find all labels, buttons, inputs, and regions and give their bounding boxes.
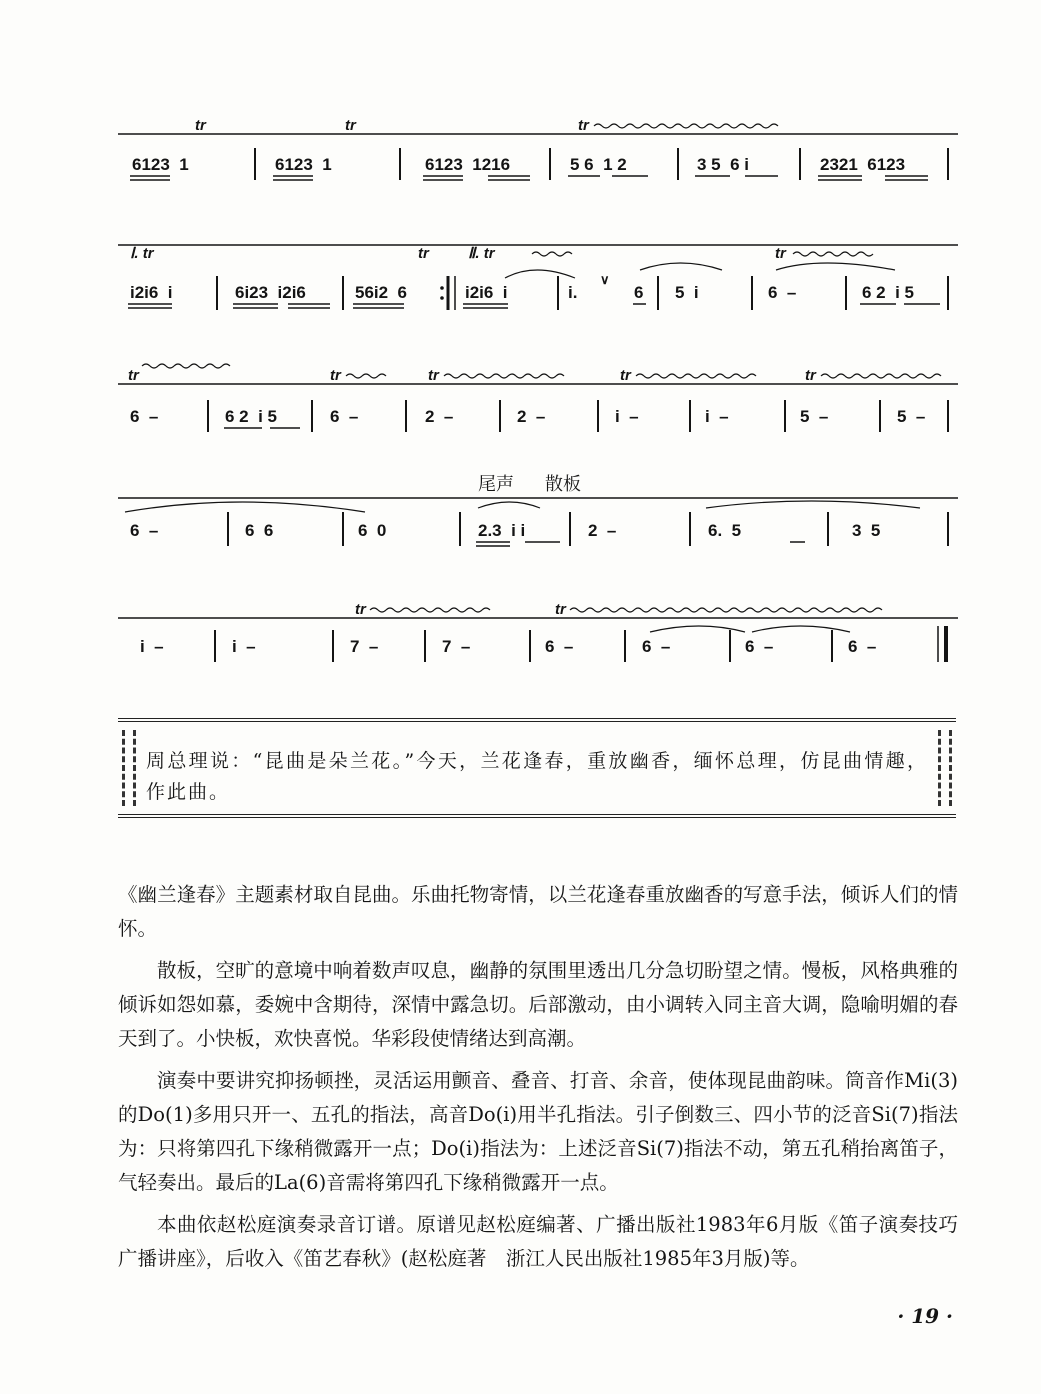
measure: 6	[634, 283, 644, 302]
trill-mark: tr	[775, 245, 786, 262]
measure: 5 i	[675, 283, 699, 302]
paragraph-intro: 《幽兰逢春》主题素材取自昆曲。乐曲托物寄情，以兰花逢春重放幽香的写意手法，倾诉人们的情怀。	[118, 883, 958, 940]
tempo-label: 散板	[545, 474, 581, 495]
measure: i –	[232, 637, 256, 656]
trill-mark: tr	[418, 245, 429, 262]
score-line-1	[130, 117, 948, 180]
trill-mark: tr	[578, 117, 589, 134]
composer-note-box	[118, 718, 956, 818]
measure: i –	[705, 407, 729, 426]
score-line-3	[128, 364, 948, 432]
trill-mark: tr	[555, 601, 566, 618]
measure: 6 –	[545, 637, 574, 656]
measure: i2i6 i	[130, 283, 173, 302]
paragraph-source: 本曲依赵松庭演奏录音订谱。原谱见赵松庭编著、广播出版社1983年6月版《笛子演奏技巧广播讲座》，后收入《笛艺春秋》(赵松庭著 浙江人民出版社1985年3月版)等。	[118, 1213, 958, 1270]
volta-mark: Ⅱ. tr	[468, 245, 495, 262]
measure: 6 –	[768, 283, 797, 302]
composer-note: 周总理说：“昆曲是朵兰花。”今天，兰花逢春，重放幽香，缅怀总理，仿昆曲情趣，作此曲。	[146, 750, 928, 803]
measure: 6 –	[130, 407, 159, 426]
measure: 6. 5	[708, 521, 742, 540]
trill-mark: tr	[128, 367, 139, 384]
measure: 6i23 i2i6	[235, 283, 306, 302]
trill-mark: tr	[330, 367, 341, 384]
measure: 7 –	[442, 637, 471, 656]
commentary	[118, 878, 958, 1284]
trill-mark: tr	[428, 367, 439, 384]
measure: 2321 6123	[820, 155, 906, 174]
measure: 6123 1	[275, 155, 332, 174]
trill-mark: tr	[355, 601, 366, 618]
volta-mark: Ⅰ. tr	[130, 245, 154, 262]
measure: 56i2 6	[355, 283, 407, 302]
measure: 5 –	[800, 407, 829, 426]
measure: 6123 1	[132, 155, 189, 174]
measure: 6 –	[130, 521, 159, 540]
paragraph-structure: 散板，空旷的意境中响着数声叹息，幽静的氛围里透出几分急切盼望之情。慢板，风格典雅的倾诉如怨如慕，委婉中含期待，深情中露急切。后部激动，由小调转入同主音大调，隐喻明媚的春天到了。小快板，欢快喜悦。华彩段使情绪达到高潮。	[118, 959, 958, 1050]
score-line-2	[128, 245, 948, 310]
trill-mark: tr	[805, 367, 816, 384]
measure: 3 5 6 i	[697, 155, 749, 174]
measure: 2 –	[588, 521, 617, 540]
measure: 6 –	[330, 407, 359, 426]
measure: 6 0	[358, 521, 387, 540]
measure: i –	[140, 637, 164, 656]
measure: i.	[568, 283, 578, 302]
score-line-5	[140, 601, 946, 662]
measure: 6 6	[245, 521, 274, 540]
measure: 5 –	[897, 407, 926, 426]
measure: 6 2 i 5	[225, 407, 277, 426]
trill-mark: tr	[620, 367, 631, 384]
svg-text:∨: ∨	[600, 272, 610, 287]
measure: 6 –	[745, 637, 774, 656]
trill-mark: tr	[195, 117, 206, 134]
measure: 6 2 i 5	[862, 283, 914, 302]
section-label: 尾声	[478, 474, 514, 495]
page-number: · 19 ·	[897, 1304, 953, 1328]
measure: 2 –	[517, 407, 546, 426]
measure: 5 6 1 2	[570, 155, 627, 174]
trill-mark: tr	[345, 117, 356, 134]
measure: 2 –	[425, 407, 454, 426]
score-line-4	[125, 501, 948, 546]
measure: 6 –	[848, 637, 877, 656]
measure: 2.3 i i	[478, 521, 526, 540]
measure: 7 –	[350, 637, 379, 656]
measure: 3 5	[852, 521, 881, 540]
measure: i –	[615, 407, 639, 426]
paragraph-technique: 演奏中要讲究抑扬顿挫，灵活运用颤音、叠音、打音、余音，使体现昆曲韵味。筒音作Mi(3)的Do(1)多用只开一、五孔的指法，高音Do(i)用半孔指法。引子倒数三、四小节的泛音Si(7)指法为：只将第四孔下缘稍微露开一点；Do(i)指法为：上述泛音Si(7)指法不动，第五孔稍抬离笛子，气轻奏出。最后的La(6)音需将第四孔下缘稍微露开一点。	[118, 1069, 958, 1194]
measure: i2i6 i	[465, 283, 508, 302]
measure: 6123 1216	[425, 155, 511, 174]
measure: 6 –	[642, 637, 671, 656]
